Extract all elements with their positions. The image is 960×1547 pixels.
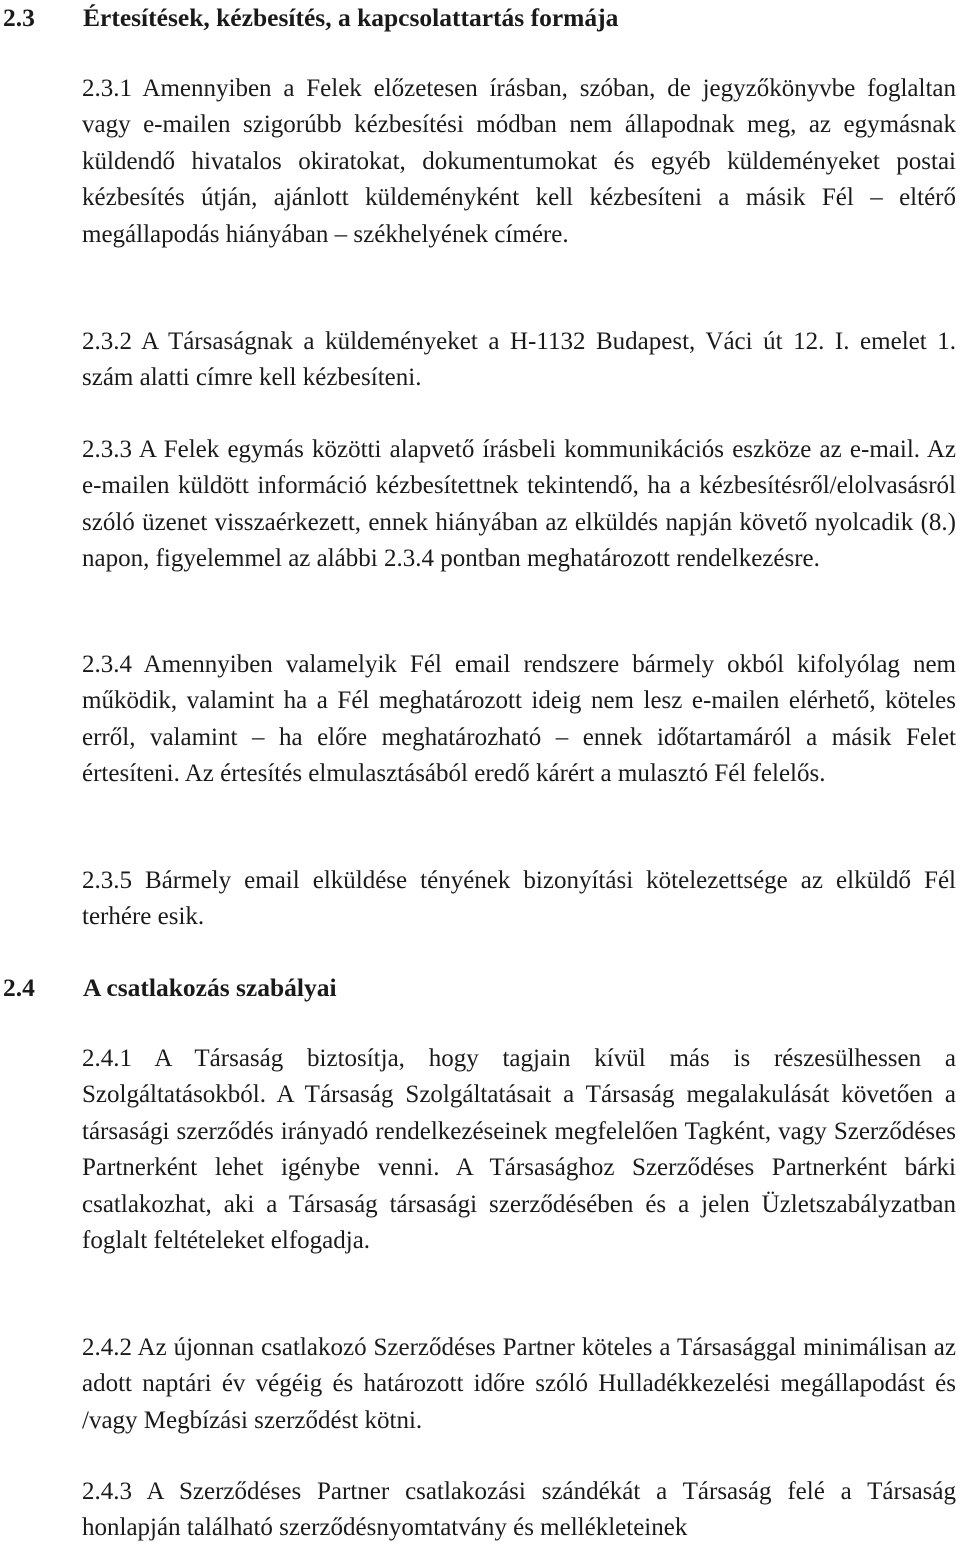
paragraph-2-4-1: 2.4.1 A Társaság biztosítja, hogy tagjain kívül más is részesülhessen a Szolgáltatásokból. A Társaság Szolgáltatásait a Társaság megalakulását követően a társasági szerződés irányadó rendelkezéseinek megfelelően Tagként, vagy Szerződéses Partnerként lehet igénybe venni. A Társasághoz Szerződéses Partnerként bárki csatlakozhat, aki a Társaság társasági szerződésében és a jelen Üzletszabályzatban foglalt feltételeket elfogadja.	[82, 1045, 956, 1255]
section-heading	[3, 970, 337, 1006]
paragraph-2-4-2: 2.4.2 Az újonnan csatlakozó Szerződéses Partner köteles a Társasággal minimálisan az adott naptári év végéig és határozott időre szóló Hulladékkezelési megállapodást és /vagy Megbízási szerződést kötni.	[82, 1334, 956, 1434]
section-number: 2.3	[3, 3, 35, 32]
paragraph-2-3-3: 2.3.3 A Felek egymás közötti alapvető írásbeli kommunikációs eszköze az e-mail. Az e-mailen küldött információ kézbesítettnek tekintendő, ha a kézbesítésről/elolvasásról szóló üzenet visszaérkezett, ennek hiányában az elküldés napján követő nyolcadik (8.) napon, figyelemmel az alábbi 2.3.4 pontban meghatározott rendelkezésre.	[82, 436, 956, 573]
section-heading	[3, 0, 618, 36]
section-title: Értesítések, kézbesítés, a kapcsolattartás formája	[83, 3, 619, 32]
paragraph-2-3-1: 2.3.1 Amennyiben a Felek előzetesen írásban, szóban, de jegyzőkönyvbe foglaltan vagy e-mailen szigorúbb kézbesítési módban nem állapodnak meg, az egymásnak küldendő hivatalos okiratokat, dokumentumokat és egyéb küldeményeket postai kézbesítés útján, ajánlott küldeményként kell kézbesíteni a másik Fél – eltérő megállapodás hiányában – székhelyének címére.	[82, 75, 956, 248]
section-number: 2.4	[3, 973, 35, 1002]
paragraph-2-3-2: 2.3.2 A Társaságnak a küldeményeket a H-1132 Budapest, Váci út 12. I. emelet 1. szám alatti címre kell kézbesíteni.	[82, 328, 956, 392]
paragraph-2-4-3: 2.4.3 A Szerződéses Partner csatlakozási szándékát a Társaság felé a Társaság honlapján található szerződésnyomtatvány és mellékleteinek	[82, 1478, 956, 1542]
section-title: A csatlakozás szabályai	[83, 973, 337, 1002]
paragraph-2-3-4: 2.3.4 Amennyiben valamelyik Fél email rendszere bármely okból kifolyólag nem működik, valamint ha a Fél meghatározott ideig nem lesz e-mailen elérhető, köteles erről, valamint – ha előre meghatározható – ennek időtartamáról a másik Felet értesíteni. Az értesítés elmulasztásából eredő kárért a mulasztó Fél felelős.	[82, 651, 956, 788]
paragraph-2-3-5: 2.3.5 Bármely email elküldése tényének bizonyítási kötelezettsége az elküldő Fél terhére esik.	[82, 867, 956, 931]
